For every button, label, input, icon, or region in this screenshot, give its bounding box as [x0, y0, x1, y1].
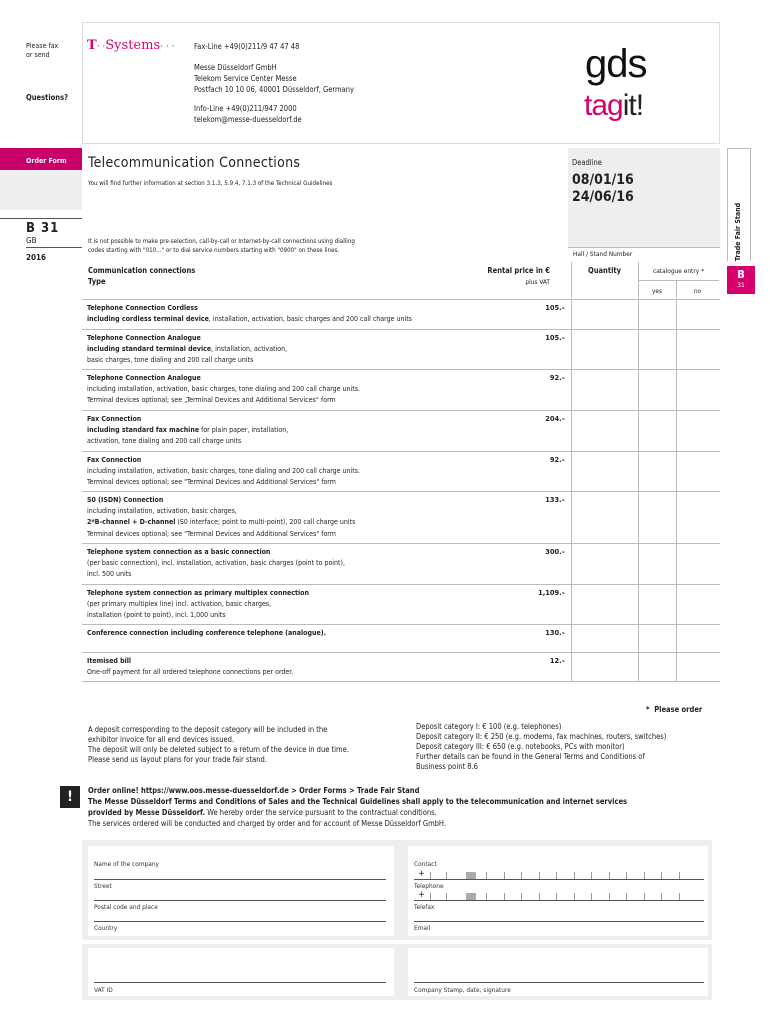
telefax-label: Telefax	[414, 903, 435, 911]
digit-tick	[486, 893, 487, 900]
row-price: 12.–	[549, 656, 565, 665]
digit-tick	[539, 872, 540, 879]
fax-line: Fax-Line +49(0)211/9 47 47 48	[194, 42, 300, 51]
info-email[interactable]: telekom@messe-duesseldorf.de	[194, 115, 302, 124]
telephone-plus: +	[418, 869, 425, 879]
header-left-gray	[0, 22, 82, 142]
digit-tick	[556, 893, 557, 900]
catalogue-no-checkbox[interactable]	[676, 452, 720, 492]
catalogue-no-checkbox[interactable]	[676, 625, 720, 653]
row-description: Telephone system connection as a basic connection (per basic connection), incl. installation, activation, basic charges (point to point), incl. 500 units	[87, 548, 345, 579]
digit-tick	[446, 893, 447, 900]
row-description: Fax Connection including installation, activation, basic charges, tone dialing and 200 call charge units. Terminal devices optional; see "Terminal Devices and Additional Services" form	[87, 456, 361, 487]
row-description: Fax Connection including standard fax machine for plain paper, installation, activation, tone dialing and 200 call charge units	[87, 415, 289, 446]
catalogue-yes-checkbox[interactable]	[638, 585, 677, 625]
deposit-text: A deposit corresponding to the deposit category will be included in the exhibitor invoice for all end devices issued. The deposit will only be deleted subject to a return of the device in due time. Please send us layout plans for your trade fair stand.	[88, 725, 349, 764]
notice-text: It is not possible to make pre-selection, call-by-call or Internet-by-call connections using dialling codes starting with "010..." or to dial service numbers starting with "0900" on these lines.	[88, 238, 355, 254]
col-plus-vat: plus VAT	[525, 278, 550, 286]
please-fax-label: Please fax or send	[26, 42, 59, 59]
row-price: 105.–	[545, 333, 565, 342]
row-price: 204.–	[545, 414, 565, 423]
contact-label: Contact	[414, 860, 437, 868]
digit-tick	[661, 893, 662, 900]
digit-tick	[574, 872, 575, 879]
street-label: Street	[94, 882, 112, 890]
digit-tick	[521, 893, 522, 900]
deadline-date-1: 08/01/16	[572, 172, 634, 188]
catalogue-no-checkbox[interactable]	[676, 585, 720, 625]
row-price: 133.–	[545, 495, 565, 504]
col-catalogue: catalogue entry *	[653, 267, 704, 275]
catalogue-yes-checkbox[interactable]	[638, 411, 677, 452]
digit-tick	[446, 872, 447, 879]
postal-label: Postal code and place	[94, 903, 158, 911]
digit-tick	[574, 893, 575, 900]
telefax-plus: +	[418, 890, 425, 900]
table-row	[82, 624, 720, 653]
stamp-label: Company Stamp, date, signature	[414, 986, 511, 994]
row-price: 300.–	[545, 547, 565, 556]
row-price: 130.–	[545, 628, 565, 637]
hall-stand-label: Hall / Stand Number	[573, 250, 633, 258]
catalogue-yes-checkbox[interactable]	[638, 370, 677, 411]
table-row	[82, 491, 720, 544]
catalogue-yes-checkbox[interactable]	[638, 452, 677, 492]
company-name-label: Name of the company	[94, 860, 160, 868]
digit-tick	[504, 893, 505, 900]
postal-field[interactable]	[94, 921, 386, 922]
quantity-input[interactable]	[571, 585, 639, 625]
digit-tick	[661, 872, 662, 879]
warning-text: Order online! https://www.oos.messe-duesseldorf.de > Order Forms > Trade Fair Stand The Messe Düsseldorf Terms and Conditions of Sales and the Technical Guidelines shall apply to the telecommunication and internet services provided by Messe Düsseldorf. We hereby order the service pursuant to the contractual conditions. The services ordered will be conducted and charged by order and for account of Messe Düsseldorf GmbH.	[88, 785, 728, 829]
contact-right-box	[408, 846, 708, 936]
address-block: Messe Düsseldorf GmbH Telekom Service Center Messe Postfach 10 10 06, 40001 Düsseldorf, Germany	[194, 63, 355, 94]
row-description: Telephone system connection as primary multiplex connection (per primary multiplex line) incl. activation, basic charges, installation (point to point), incl. 1,000 units	[87, 589, 309, 620]
quantity-input[interactable]	[571, 330, 639, 370]
catalogue-yes-checkbox[interactable]	[638, 492, 677, 544]
row-description: Itemised bill One-off payment for all ordered telephone connections per order.	[87, 657, 294, 677]
row-description: Telephone Connection Cordless including cordless terminal device, installation, activation, basic charges and 200 call charge units	[87, 304, 412, 324]
digit-tick	[556, 872, 557, 879]
table-bottom-line	[82, 681, 720, 682]
col-no: no	[693, 287, 702, 295]
catalogue-no-checkbox[interactable]	[676, 330, 720, 370]
gds-logo: gds	[585, 42, 647, 86]
page-subtitle: You will find further information at section 3.1.3, 5.9.4, 7.1.3 of the Technical Guidelines	[88, 180, 333, 187]
deadline-label: Deadline	[572, 158, 602, 167]
section-badge: B 31	[727, 266, 755, 294]
row-description: S0 (ISDN) Connection including installation, activation, basic charges, 2*B-channel + D-channel (S0 interface; point to multi-point), 200 call charge units Terminal devices optional; see "Terminal Devices and Additional Services" form	[87, 496, 356, 538]
catalogue-yes-checkbox[interactable]	[638, 625, 677, 653]
street-field[interactable]	[94, 900, 386, 901]
form-year: 2016	[26, 253, 47, 262]
vat-label: VAT ID	[94, 986, 113, 994]
deposit-categories: Deposit category I: € 100 (e.g. telephones) Deposit category II: € 250 (e.g. modems, fax machines, routers, switches) Deposit category III: € 650 (e.g. notebooks, PCs with monitor) Further details can be found in the General Terms and Conditions of Business point 8.6	[416, 722, 667, 771]
table-row	[82, 369, 720, 411]
digit-tick	[591, 893, 592, 900]
digit-tick	[521, 872, 522, 879]
row-price: 92.–	[549, 373, 565, 382]
row-description: Telephone Connection Analogue including installation, activation, basic charges, tone dialing and 200 call charge units. Terminal devices optional; see „Terminal Devices and Additional Services“ form	[87, 374, 361, 405]
col-connections: Communication connections	[88, 266, 196, 275]
digit-tick	[591, 872, 592, 879]
digit-tick	[609, 893, 610, 900]
email-field[interactable]	[414, 921, 704, 922]
catalogue-yes-checkbox[interactable]	[638, 300, 677, 330]
catalogue-no-checkbox[interactable]	[676, 370, 720, 411]
warning-icon: !	[60, 786, 80, 808]
table-row	[82, 543, 720, 585]
catalogue-no-checkbox[interactable]	[676, 492, 720, 544]
digit-tick	[486, 872, 487, 879]
row-description: Telephone Connection Analogue including standard terminal device, installation, activation, basic charges, tone dialing and 200 call charge units	[87, 334, 288, 365]
catalogue-no-checkbox[interactable]	[676, 544, 720, 585]
digit-tick	[430, 893, 431, 900]
catalogue-no-checkbox[interactable]	[676, 300, 720, 330]
col-rental: Rental price in €	[487, 266, 550, 275]
quantity-input[interactable]	[571, 370, 639, 411]
telephone-code-box	[466, 872, 476, 879]
table-row	[82, 329, 720, 370]
quantity-input[interactable]	[571, 452, 639, 492]
row-price: 1,109.–	[538, 588, 565, 597]
catalogue-no-checkbox[interactable]	[676, 411, 720, 452]
digit-tick	[679, 893, 680, 900]
sidebar-divider	[26, 247, 82, 248]
tagit-logo: tagit!	[584, 89, 644, 122]
trade-fair-stand-label: Trade Fair Stand	[734, 202, 742, 262]
table-row	[82, 451, 720, 492]
tsystems-logo: T· ·Systems· · ·	[87, 38, 175, 53]
quantity-input[interactable]	[571, 300, 639, 330]
digit-tick	[626, 893, 627, 900]
catalogue-yes-checkbox[interactable]	[638, 544, 677, 585]
digit-tick	[504, 872, 505, 879]
vat-box	[88, 948, 394, 996]
email-label: Email	[414, 924, 431, 932]
catalogue-yes-checkbox[interactable]	[638, 653, 677, 682]
company-name-field[interactable]	[94, 879, 386, 880]
row-price: 92.–	[549, 455, 565, 464]
sidebar-gray	[0, 170, 82, 210]
row-description: Conference connection including conference telephone (analogue).	[87, 629, 327, 637]
digit-tick	[609, 872, 610, 879]
form-lang: GB	[26, 236, 37, 245]
order-deadline-note: * Please order	[646, 705, 703, 714]
telephone-field[interactable]	[414, 879, 704, 880]
quantity-input[interactable]	[571, 625, 639, 653]
table-row	[82, 584, 720, 625]
order-form-label: Order Form	[26, 157, 67, 165]
quantity-input[interactable]	[571, 653, 639, 682]
catalogue-no-checkbox[interactable]	[676, 653, 720, 682]
table-row	[82, 652, 720, 682]
col-yes: yes	[651, 287, 663, 295]
digit-tick	[626, 872, 627, 879]
quantity-input[interactable]	[571, 544, 639, 585]
catalogue-subline	[638, 280, 719, 281]
stamp-field[interactable]	[414, 982, 704, 983]
digit-tick	[679, 872, 680, 879]
page-title: Telecommunication Connections	[88, 155, 301, 171]
col-type: Type	[88, 277, 106, 286]
table-row	[82, 299, 720, 330]
quantity-input[interactable]	[571, 411, 639, 452]
telephone-label: Telephone	[414, 882, 444, 890]
form-code: B 31	[26, 221, 60, 236]
order-online-link[interactable]: Order online! https://www.oos.messe-duesseldorf.de > Order Forms > Trade Fair Stand	[88, 786, 420, 795]
digit-tick	[430, 872, 431, 879]
catalogue-yes-checkbox[interactable]	[638, 330, 677, 370]
telefax-field[interactable]	[414, 900, 704, 901]
country-label: Country	[94, 924, 118, 932]
digit-tick	[539, 893, 540, 900]
deadline-date-2: 24/06/16	[572, 189, 634, 205]
digit-tick	[644, 872, 645, 879]
vat-field[interactable]	[94, 982, 386, 983]
questions-label: Questions?	[26, 93, 69, 102]
col-quantity: Quantity	[587, 266, 622, 275]
table-row	[82, 410, 720, 452]
row-price: 105.–	[545, 303, 565, 312]
info-line: Info-Line +49(0)211/947 2000	[194, 104, 297, 113]
quantity-input[interactable]	[571, 492, 639, 544]
telefax-code-box	[466, 893, 476, 900]
digit-tick	[644, 893, 645, 900]
